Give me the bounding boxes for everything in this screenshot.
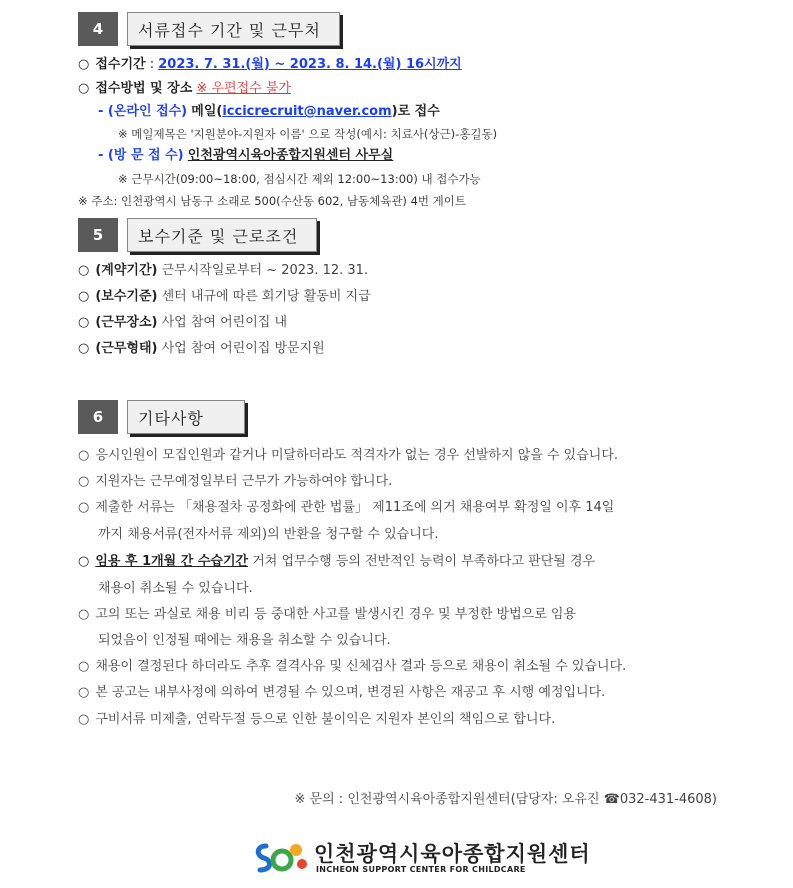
circle-bullet-icon: ○ bbox=[78, 81, 90, 96]
circle-bullet-icon: ○ bbox=[78, 448, 90, 463]
method-label: 접수방법 및 장소 bbox=[95, 81, 193, 96]
condition-label: (보수기준) bbox=[95, 289, 158, 304]
circle-bullet-icon: ○ bbox=[78, 685, 90, 700]
notice-text: 고의 또는 과실로 채용 비리 등 중대한 사고를 발생시킨 경우 및 부정한 방법으로 임용 bbox=[95, 607, 577, 622]
circle-bullet-icon: ○ bbox=[78, 659, 90, 674]
section-title: 서류접수 기간 및 근무처 bbox=[127, 12, 340, 46]
visit-line bbox=[98, 147, 393, 165]
period-value: 2023. 7. 31.(월) ~ 2023. 8. 14.(월) 16시까지 bbox=[158, 57, 462, 72]
condition-label: (근무장소) bbox=[95, 315, 158, 330]
logo-title: 인천광역시육아종합지원센터 bbox=[314, 842, 591, 866]
online-suffix: )로 접수 bbox=[391, 104, 440, 119]
circle-bullet-icon: ○ bbox=[78, 474, 90, 489]
online-prefix: - (온라인 접수) bbox=[98, 104, 188, 119]
period-line bbox=[78, 56, 462, 74]
circle-bullet-icon: ○ bbox=[78, 315, 90, 330]
online-email-link[interactable]: iccicrecruit@naver.com bbox=[222, 104, 392, 119]
notice-item bbox=[78, 447, 618, 465]
section-number: 4 bbox=[78, 12, 118, 46]
condition-item bbox=[78, 262, 368, 280]
notice-text-cont: 되었음이 인정될 때에는 채용을 취소할 수 있습니다. bbox=[98, 633, 391, 648]
notice-text: 거쳐 업무수행 등의 전반적인 능력이 부족하다고 판단될 경우 bbox=[248, 554, 596, 569]
circle-bullet-icon: ○ bbox=[78, 500, 90, 515]
condition-text: 센터 내규에 따른 회기당 활동비 지급 bbox=[161, 289, 371, 304]
notice-item bbox=[78, 473, 392, 491]
visit-prefix: - (방 문 접 수) bbox=[98, 148, 184, 163]
method-line bbox=[78, 80, 291, 98]
condition-text: 사업 참여 어린이집 방문지원 bbox=[161, 341, 325, 356]
method-note: ※ 우편접수 불가 bbox=[196, 81, 291, 96]
notice-item bbox=[78, 684, 605, 702]
online-mid: 메일( bbox=[191, 104, 223, 119]
center-logo bbox=[252, 838, 591, 878]
condition-item bbox=[78, 288, 371, 306]
notice-text-cont: 채용이 취소될 수 있습니다. bbox=[98, 581, 253, 596]
online-note: ※ 메일제목은 '지원분야-지원자 이름' 으로 작성(예시: 치료사(상근)-홍길동) bbox=[118, 127, 498, 141]
notice-text: 본 공고는 내부사정에 의하여 변경될 수 있으며, 변경된 사항은 재공고 후 시행 예정입니다. bbox=[95, 685, 606, 700]
notice-text-cont: 까지 채용서류(전자서류 제외)의 반환을 청구할 수 있습니다. bbox=[98, 527, 439, 542]
circle-bullet-icon: ○ bbox=[78, 712, 90, 727]
visit-note: ※ 근무시간(09:00~18:00, 점심시간 제외 12:00~13:00) 내 접수가능 bbox=[118, 172, 481, 186]
circle-bullet-icon: ○ bbox=[78, 289, 90, 304]
section-number: 6 bbox=[78, 400, 118, 434]
condition-item bbox=[78, 314, 287, 332]
condition-label: (계약기간) bbox=[95, 263, 158, 278]
section-4-header bbox=[78, 12, 340, 46]
period-sep: : bbox=[145, 57, 159, 72]
condition-label: (근무형태) bbox=[95, 341, 158, 356]
notice-item bbox=[78, 658, 626, 676]
circle-bullet-icon: ○ bbox=[78, 607, 90, 622]
circle-bullet-icon: ○ bbox=[78, 57, 90, 72]
notice-item bbox=[78, 711, 555, 729]
notice-item bbox=[78, 553, 595, 571]
notice-item bbox=[78, 606, 576, 624]
notice-text: 제출한 서류는 「채용절차 공정화에 관한 법률」 제11조에 의거 채용여부 확정일 이후 14일 bbox=[95, 500, 615, 515]
condition-text: 사업 참여 어린이집 내 bbox=[161, 315, 288, 330]
visit-place: 인천광역시육아종합지원센터 사무실 bbox=[187, 148, 394, 163]
address-line: ※ 주소: 인천광역시 남동구 소래로 500(수산동 602, 남동체육관) 4번 게이트 bbox=[78, 194, 466, 208]
online-line bbox=[98, 103, 440, 121]
circle-bullet-icon: ○ bbox=[78, 263, 90, 278]
circle-bullet-icon: ○ bbox=[78, 554, 90, 569]
probation-text: 임용 후 1개월 간 수습기간 bbox=[95, 554, 249, 569]
notice-text: 지원자는 근무예정일부터 근무가 가능하여야 합니다. bbox=[95, 474, 393, 489]
section-6-header bbox=[78, 400, 245, 434]
section-5-header bbox=[78, 218, 317, 252]
section-number: 5 bbox=[78, 218, 118, 252]
notice-text: 구비서류 미제출, 연락두절 등으로 인한 불이익은 지원자 본인의 책임으로 합니다. bbox=[95, 712, 556, 727]
logo-mark-icon bbox=[252, 838, 312, 878]
logo-subtitle: INCHEON SUPPORT CENTER FOR CHILDCARE bbox=[316, 865, 526, 874]
contact-line: ※ 문의 : 인천광역시육아종합지원센터(담당자: 오유진 ☎032-431-4608) bbox=[294, 792, 717, 807]
notice-item bbox=[78, 499, 614, 517]
condition-item bbox=[78, 340, 325, 358]
notice-text: 채용이 결정된다 하더라도 추후 결격사유 및 신체검사 결과 등으로 채용이 취소될 수 있습니다. bbox=[95, 659, 627, 674]
section-title: 기타사항 bbox=[127, 400, 245, 434]
condition-text: 근무시작일로부터 ~ 2023. 12. 31. bbox=[161, 263, 369, 278]
section-title: 보수기준 및 근로조건 bbox=[127, 218, 317, 252]
notice-text: 응시인원이 모집인원과 같거나 미달하더라도 적격자가 없는 경우 선발하지 않을 수 있습니다. bbox=[95, 448, 619, 463]
circle-bullet-icon: ○ bbox=[78, 341, 90, 356]
period-label: 접수기간 bbox=[95, 57, 146, 72]
